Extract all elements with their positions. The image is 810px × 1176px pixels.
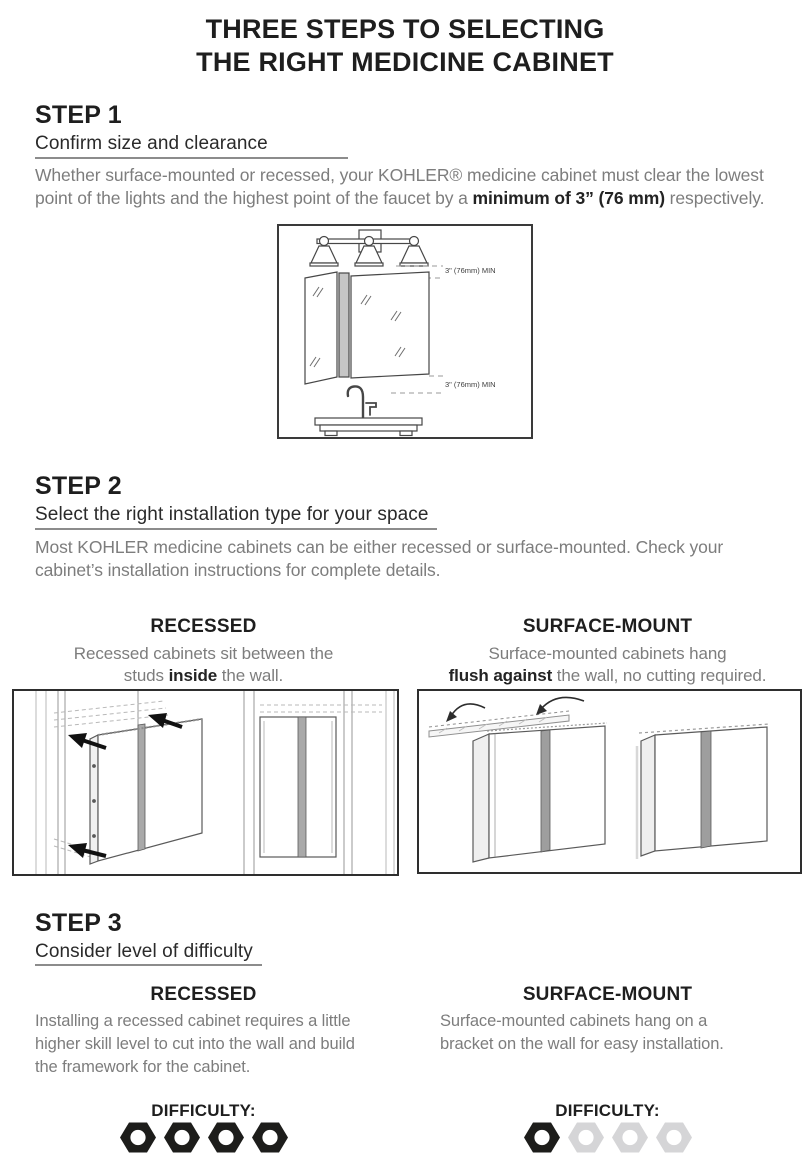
difficulty-nut-icon (120, 1122, 156, 1153)
step1-body-line2: point of the lights and the highest point of the faucet by a minimum of 3” (76 mm) respectively. (35, 188, 765, 208)
recessed-column-desc: Recessed cabinets sit between the studs inside the wall. (73, 644, 334, 685)
surface-desc-bold: flush against (448, 666, 553, 685)
difficulty-nut-icon (568, 1122, 604, 1153)
surface-difficulty-rating (417, 1122, 798, 1153)
step1-body-bold: minimum of 3” (76 mm) (472, 188, 665, 208)
step3-underline (35, 964, 262, 966)
recessed-cabinet-inserting (90, 719, 202, 864)
page-title (0, 13, 810, 79)
surface-mount-install-diagram (417, 689, 802, 874)
step2-subheading: Select the right installation type for your space (35, 504, 429, 525)
recessed-desc-bold: inside (168, 666, 218, 685)
difficulty-nut-icon (656, 1122, 692, 1153)
step3-surface-desc: Surface-mounted cabinets hang on a bracket on the wall for easy installation. (440, 1012, 724, 1053)
difficulty-nut-icon (252, 1122, 288, 1153)
step3-subheading: Consider level of difficulty (35, 941, 253, 962)
difficulty-nut-icon (208, 1122, 244, 1153)
step3-recessed-header: RECESSED (150, 984, 257, 1005)
difficulty-nut-icon (524, 1122, 560, 1153)
surface-cabinet-mounted (637, 724, 769, 859)
clearance-diagram (277, 224, 533, 439)
step2-underline (35, 528, 437, 530)
sink-counter (315, 418, 422, 436)
step3-recessed-desc: Installing a recessed cabinet requires a little higher skill level to cut into the wall and build the framework for the cabinet. (35, 1012, 355, 1076)
clearance-label-bottom: 3" (76mm) MIN (445, 380, 496, 389)
recessed-install-art (14, 691, 397, 874)
medicine-cabinet (305, 272, 429, 384)
difficulty-nut-icon (164, 1122, 200, 1153)
surface-column-desc: Surface-mounted cabinets hang flush against the wall, no cutting required. (448, 644, 767, 685)
vanity-light (310, 230, 428, 266)
recessed-difficulty-rating (12, 1122, 395, 1153)
surface-difficulty-label: DIFFICULTY: (555, 1101, 660, 1120)
step1-heading: STEP 1 (35, 101, 122, 129)
surface-mount-install-art (419, 691, 800, 872)
difficulty-nut-icon (612, 1122, 648, 1153)
step2-body-line1: Most KOHLER medicine cabinets can be either recessed or surface-mounted. Check your (35, 537, 724, 557)
step2-body (35, 536, 795, 582)
step1-body (35, 164, 795, 210)
step1-subheading: Confirm size and clearance (35, 133, 268, 154)
clearance-diagram-art (279, 226, 531, 437)
step2-body-line2: cabinet’s installation instructions for complete details. (35, 560, 441, 580)
recessed-difficulty-label: DIFFICULTY: (151, 1101, 256, 1120)
step1-body-line1: Whether surface-mounted or recessed, your KOHLER® medicine cabinet must clear the lowest (35, 165, 764, 185)
surface-cabinet-hanging (473, 723, 607, 862)
surface-column-header: SURFACE-MOUNT (522, 616, 693, 637)
faucet (348, 386, 376, 418)
recessed-column-header: RECESSED (150, 616, 257, 637)
step1-underline (35, 157, 348, 159)
clearance-label-top: 3" (76mm) MIN (445, 266, 496, 275)
page-title-line2: THE RIGHT MEDICINE CABINET (196, 47, 614, 77)
recessed-cabinet-flush (260, 717, 336, 857)
recessed-install-diagram (12, 689, 399, 876)
page-title-line1: THREE STEPS TO SELECTING (205, 14, 605, 44)
step2-heading: STEP 2 (35, 472, 122, 500)
step3-surface-header: SURFACE-MOUNT (522, 984, 693, 1005)
step3-heading: STEP 3 (35, 909, 122, 937)
